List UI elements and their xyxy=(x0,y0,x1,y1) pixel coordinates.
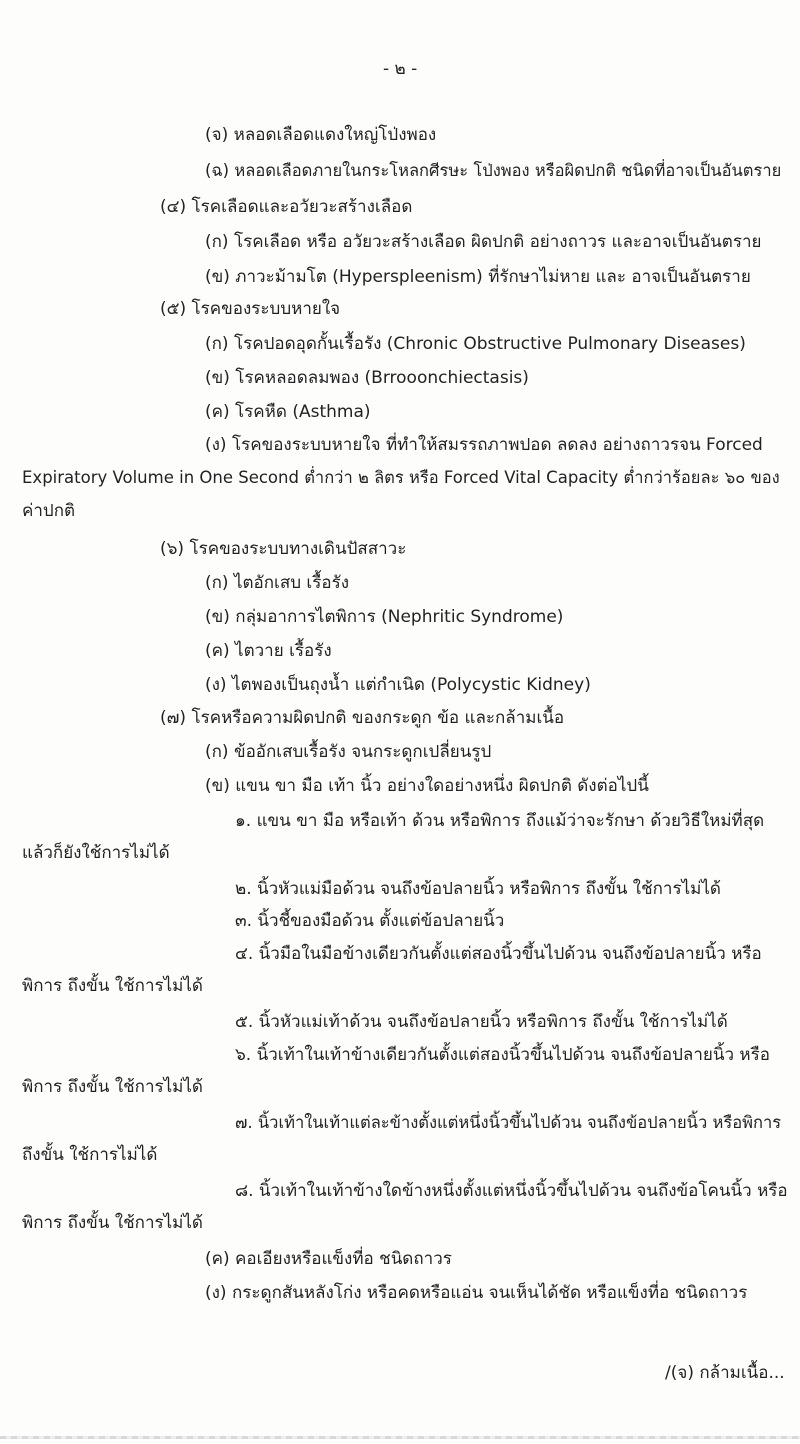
list-item: (ง) ไตพองเป็นถุงน้ำ แต่กำเนิด (Polycystic Kidney) xyxy=(205,675,591,695)
sub-item: ๓. นิ้วชี้ของมือด้วน ตั้งแต่ข้อปลายนิ้ว xyxy=(235,911,505,931)
list-item: (ค) คอเอียงหรือแข็งที่อ ชนิดถาวร xyxy=(205,1249,452,1269)
paragraph-line: ถึงขั้น ใช้การไม่ได้ xyxy=(22,1145,158,1165)
list-item: (ข) โรคหลอดลมพอง (Brrooonchiectasis) xyxy=(205,368,529,388)
sub-item: ๔. นิ้วมือในมือข้างเดียวกันตั้งแต่สองนิ้วขึ้นไปด้วน จนถึงข้อปลายนิ้ว หรือ xyxy=(235,944,762,964)
paragraph-line: พิการ ถึงขั้น ใช้การไม่ได้ xyxy=(22,1213,203,1233)
continuation-note: /(จ) กล้ามเนื้อ... xyxy=(665,1363,785,1383)
list-item: (ง) โรคของระบบหายใจ ที่ทำให้สมรรถภาพปอด ลดลง อย่างถาวรจน Forced xyxy=(205,435,763,455)
list-item: (ก) โรคเลือด หรือ อวัยวะสร้างเลือด ผิดปกติ อย่างถาวร และอาจเป็นอันตราย xyxy=(205,232,762,252)
list-item: (ค) ไตวาย เรื้อรัง xyxy=(205,641,332,661)
sub-item: ๕. นิ้วหัวแม่เท้าด้วน จนถึงข้อปลายนิ้ว หรือพิการ ถึงขั้น ใช้การไม่ได้ xyxy=(235,1012,728,1032)
list-item: (ข) กลุ่มอาการไตพิการ (Nephritic Syndrome) xyxy=(205,607,564,627)
paragraph-line: Expiratory Volume in One Second ต่ำกว่า ๒ ลิตร หรือ Forced Vital Capacity ต่ำกว่าร้อยละ ๖๐ ของ xyxy=(22,468,780,487)
paragraph-line: พิการ ถึงขั้น ใช้การไม่ได้ xyxy=(22,1077,203,1097)
paragraph-line: พิการ ถึงขั้น ใช้การไม่ได้ xyxy=(22,976,203,996)
list-item: (จ) หลอดเลือดแดงใหญ่โป่งพอง xyxy=(205,125,437,145)
list-item: (ค) โรคหืด (Asthma) xyxy=(205,402,371,422)
section-heading: (๔) โรคเลือดและอวัยวะสร้างเลือด xyxy=(160,197,413,217)
list-item: (ก) โรคปอดอุดกั้นเรื้อรัง (Chronic Obstructive Pulmonary Diseases) xyxy=(205,334,746,354)
sub-item: ๖. นิ้วเท้าในเท้าข้างเดียวกันตั้งแต่สองนิ้วขึ้นไปด้วน จนถึงข้อปลายนิ้ว หรือ xyxy=(235,1045,770,1065)
list-item: (ง) กระดูกสันหลังโก่ง หรือคดหรือแอ่น จนเห็นได้ชัด หรือแข็งที่อ ชนิดถาวร xyxy=(205,1283,748,1303)
section-heading: (๕) โรคของระบบหายใจ xyxy=(160,299,341,319)
scan-edge-divider xyxy=(0,1436,800,1439)
sub-item: ๒. นิ้วหัวแม่มือด้วน จนถึงข้อปลายนิ้ว หรือพิการ ถึงขั้น ใช้การไม่ได้ xyxy=(235,879,721,899)
list-item: (ข) แขน ขา มือ เท้า นิ้ว อย่างใดอย่างหนึ่ง ผิดปกติ ดังต่อไปนี้ xyxy=(205,776,649,796)
list-item: (ข) ภาวะม้ามโต (Hyperspleenism) ที่รักษาไม่หาย และ อาจเป็นอันตราย xyxy=(205,267,751,287)
sub-item: ๑. แขน ขา มือ หรือเท้า ด้วน หรือพิการ ถึงแม้ว่าจะรักษา ด้วยวิธีใหม่ที่สุด xyxy=(235,811,765,831)
section-heading: (๖) โรคของระบบทางเดินปัสสาวะ xyxy=(160,539,407,559)
section-heading: (๗) โรคหรือความผิดปกติ ของกระดูก ข้อ และกล้ามเนื้อ xyxy=(160,708,565,728)
list-item: (ฉ) หลอดเลือดภายในกระโหลกศีรษะ โป่งพอง หรือผิดปกติ ชนิดที่อาจเป็นอันตราย xyxy=(205,161,782,180)
list-item: (ก) ไตอักเสบ เรื้อรัง xyxy=(205,573,350,593)
sub-item: ๗. นิ้วเท้าในเท้าแต่ละข้างตั้งแต่หนึ่งนิ้วขึ้นไปด้วน จนถึงข้อปลายนิ้ว หรือพิการ xyxy=(235,1113,782,1132)
sub-item: ๘. นิ้วเท้าในเท้าข้างใดข้างหนึ่งตั้งแต่หนึ่งนิ้วขึ้นไปด้วน จนถึงข้อโคนนิ้ว หรือ xyxy=(235,1181,788,1201)
page-number: - ๒ - xyxy=(383,59,418,79)
paragraph-line: ค่าปกติ xyxy=(22,501,76,521)
paragraph-line: แล้วก็ยังใช้การไม่ได้ xyxy=(22,843,170,863)
list-item: (ก) ข้ออักเสบเรื้อรัง จนกระดูกเปลี่ยนรูป xyxy=(205,742,492,762)
